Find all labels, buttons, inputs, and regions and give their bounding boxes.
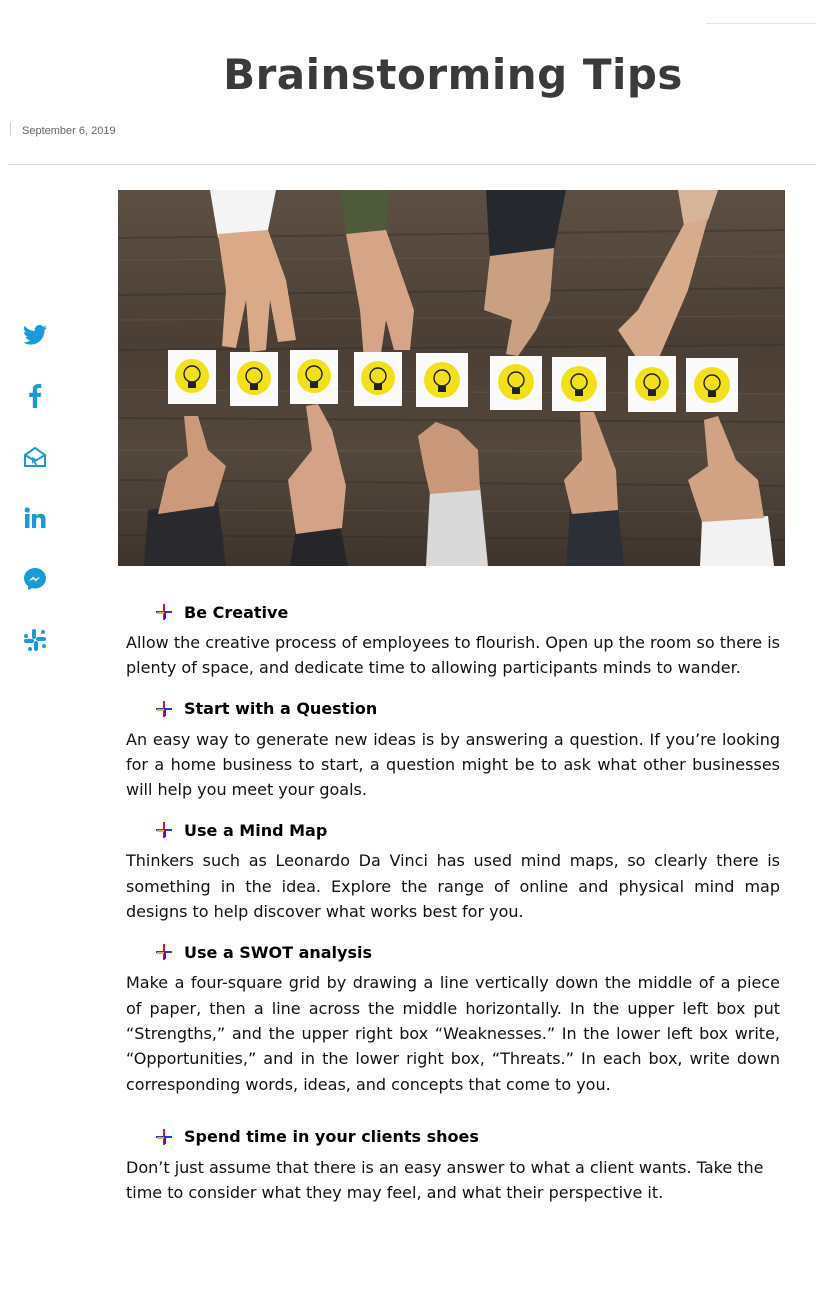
section-body: Make a four-square grid by drawing a line vertically down the middle of a piece of paper, then a line across the middle horizontally. In the upper left box put “Strengths,” and the upper right box “Weaknesses.” In the lower left box write, “Opportunities,” and in the lower right box, “Threats.” In each box, write down corresponding words, ideas, and concepts that come to you.	[126, 973, 780, 1094]
article-body	[126, 594, 780, 1215]
hero-photo	[118, 190, 785, 566]
article-title: Brainstorming Tips	[223, 50, 683, 99]
section-heading-text: Start with a Question	[184, 699, 378, 719]
date-accent-bar	[10, 122, 11, 136]
section-clients-shoes	[126, 1119, 780, 1206]
bullet-star-icon	[156, 701, 172, 717]
section-swot	[126, 934, 780, 1096]
section-be-creative	[126, 594, 780, 681]
section-heading	[156, 812, 780, 848]
section-start-with-question	[126, 691, 780, 803]
section-heading-text: Use a Mind Map	[184, 820, 328, 840]
bullet-star-icon	[156, 1129, 172, 1145]
section-body: Don’t just assume that there is an easy answer to what a client wants. Take the time to consider what they may feel, and what their perspective it.	[126, 1157, 764, 1203]
messenger-icon[interactable]	[20, 564, 50, 594]
section-heading-text: Spend time in your clients shoes	[184, 1127, 479, 1147]
bullet-star-icon	[156, 604, 172, 620]
section-body: Allow the creative process of employees to flourish. Open up the room so there is plenty of space, and dedicate time to allowing participants minds to wander.	[126, 633, 780, 678]
slack-icon[interactable]	[20, 625, 50, 655]
section-heading	[156, 1119, 780, 1155]
share-bar	[20, 320, 50, 686]
linkedin-icon[interactable]	[20, 503, 50, 533]
section-heading	[156, 594, 780, 630]
section-body: Thinkers such as Leonardo Da Vinci has used mind maps, so clearly there is something in the idea. Explore the range of online and physical mind map designs to help discover what works best for you.	[126, 851, 780, 922]
section-heading	[156, 691, 780, 727]
bullet-star-icon	[156, 822, 172, 838]
bullet-star-icon	[156, 944, 172, 960]
section-heading	[156, 934, 780, 970]
section-heading-text: Be Creative	[184, 602, 289, 622]
hero-photo-illustration	[118, 190, 785, 566]
twitter-icon[interactable]	[20, 320, 50, 350]
facebook-icon[interactable]	[20, 381, 50, 411]
header-divider	[8, 164, 816, 165]
email-icon[interactable]	[20, 442, 50, 472]
section-heading-text: Use a SWOT analysis	[184, 942, 372, 962]
top-rule	[706, 23, 816, 24]
article-date: September 6, 2019	[22, 125, 116, 137]
section-mind-map	[126, 812, 780, 924]
section-body: An easy way to generate new ideas is by answering a question. If you’re looking for a home business to start, a question might be to ask what other businesses will help you meet your goals.	[126, 729, 780, 800]
